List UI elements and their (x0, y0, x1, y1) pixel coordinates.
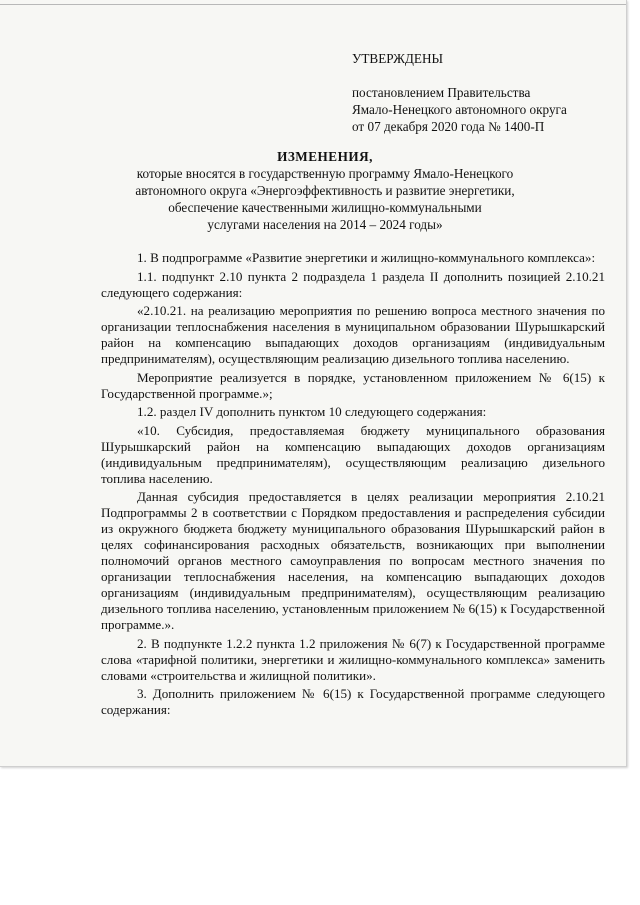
scan-edge-line (0, 4, 626, 5)
paragraph: Мероприятие реализуется в порядке, установленном приложением № 6(15) к Государственной программе.»; (101, 369, 605, 401)
title-line-1: которые вносятся в государственную программу Ямало-Ненецкого (136, 166, 514, 181)
paragraph: 2. В подпункте 1.2.2 пункта 1.2 приложения № 6(7) к Государственной программе слова «тарифной политики, энергетики и жилищно-коммунального комплекса» заменить словами «строительства и жилищной политики». (101, 635, 605, 683)
approval-line-2: Ямало-Ненецкого автономного округа (352, 102, 567, 117)
paragraph: 1.2. раздел IV дополнить пунктом 10 следующего содержания: (137, 404, 487, 419)
paragraph: 3. Дополнить приложением № 6(15) к Государственной программе следующего содержания: (101, 686, 605, 717)
document-body (101, 250, 605, 721)
paragraph: 1.1. подпункт 2.10 пункта 2 подраздела 1 раздела II дополнить позицией 2.10.21 следующего содержания: (101, 268, 605, 300)
approval-heading: УТВЕРЖДЕНЫ (352, 51, 444, 66)
title-line-4: услугами населения на 2014 – 2024 годы» (207, 217, 443, 232)
paragraph: Данная субсидия предоставляется в целях реализации мероприятия 2.10.21 Подпрограммы 2 в соответствии с Порядком предоставления и распределения субсидии из окружного бюджета бюджету муниципального образования Шурышкарский район в целях софинансирования расходных обязательств, возникающих при выполнении полномочий органов местного самоуправления по вопросам местного значения по организации теплоснабжения населения, на компенсацию выпадающих доходов организациям (индивидуальным предпринимателям), осуществляющим реализацию дизельного топлива населению, установленным приложением № 6(15) к Государственной программе.». (101, 489, 605, 632)
document-title-block (110, 148, 540, 233)
title-line-3: обеспечение качественными жилищно-коммунальными (168, 200, 482, 215)
approval-line-1: постановлением Правительства (352, 85, 531, 100)
approval-line-3: от 07 декабря 2020 года № 1400-П (352, 119, 545, 134)
title-line-2: автономного округа «Энергоэффективность и развитие энергетики, (135, 183, 515, 198)
paragraph: «2.10.21. на реализацию мероприятия по решению вопроса местного значения по организации теплоснабжения населения в муниципальном образовании Шурышкарский район на компенсацию выпадающих доходов организациям (индивидуальным предпринимателям), осуществляющим реализацию дизельного топлива населению. (101, 303, 605, 366)
paragraph: «10. Субсидия, предоставляемая бюджету муниципального образования Шурышкарский район на компенсацию выпадающих доходов организациям (индивидуальным предпринимателям), осуществляющим реализацию дизельного топлива населению. (101, 422, 605, 486)
approval-block (352, 50, 622, 135)
paragraph: 1. В подпрограмме «Развитие энергетики и жилищно-коммунального комплекса»: (137, 250, 596, 265)
document-title: ИЗМЕНЕНИЯ, (277, 149, 373, 164)
